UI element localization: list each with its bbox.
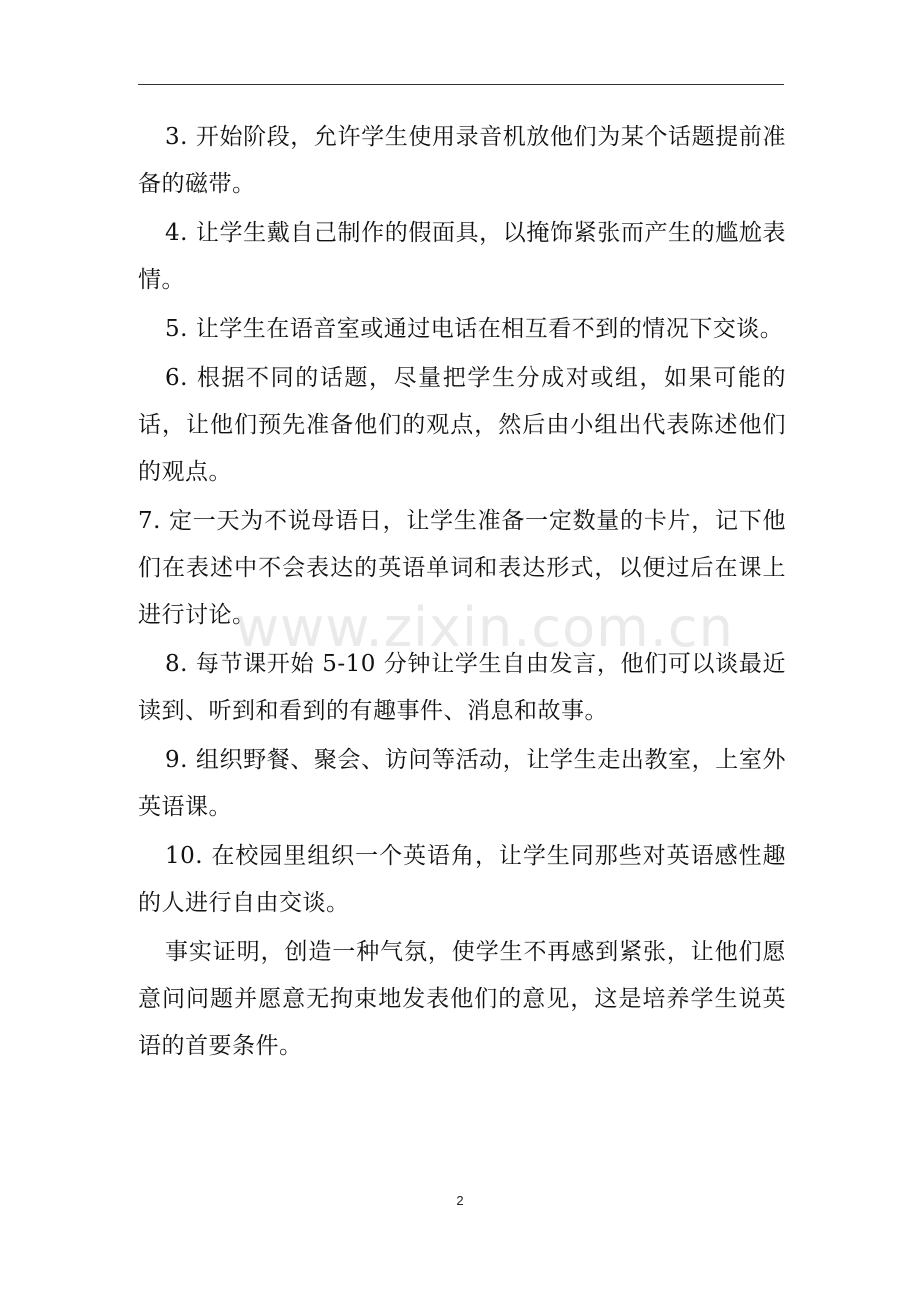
paragraph-item-3: 3. 开始阶段，允许学生使用录音机放他们为某个话题提前准备的磁带。 xyxy=(138,124,786,197)
watermark: www.zixin.com.cn xyxy=(235,596,734,659)
paragraph-item-6: 6. 根据不同的话题，尽量把学生分成对或组，如果可能的话，让他们预先准备他们的观点，然后由小组出代表陈述他们的观点。 xyxy=(138,365,786,485)
page-number: 2 xyxy=(456,1193,464,1208)
paragraph-item-8: 8. 每节课开始 5-10 分钟让学生自由发言，他们可以谈最近读到、听到和看到的有趣事件、消息和故事。 xyxy=(138,651,786,724)
paragraph-item-7: 7. 定一天为不说母语日，让学生准备一定数量的卡片，记下他们在表述中不会表达的英语单词和表达形式，以便过后在课上进行讨论。 xyxy=(138,508,786,628)
paragraph-item-10: 10. 在校园里组织一个英语角，让学生同那些对英语感性趣的人进行自由交谈。 xyxy=(138,843,786,916)
paragraph-item-9: 9. 组织野餐、聚会、访问等活动，让学生走出教室，上室外英语课。 xyxy=(138,747,786,820)
document-body xyxy=(138,114,786,1072)
paragraph-item-5: 5. 让学生在语音室或通过电话在相互看不到的情况下交谈。 xyxy=(165,316,784,342)
paragraph-conclusion: 事实证明，创造一种气氛，使学生不再感到紧张，让他们愿意问问题并愿意无拘束地发表他们的意见，这是培养学生说英语的首要条件。 xyxy=(138,939,786,1059)
paragraph-item-4: 4. 让学生戴自己制作的假面具，以掩饰紧张而产生的尴尬表情。 xyxy=(138,220,786,293)
header-rule xyxy=(138,84,784,85)
